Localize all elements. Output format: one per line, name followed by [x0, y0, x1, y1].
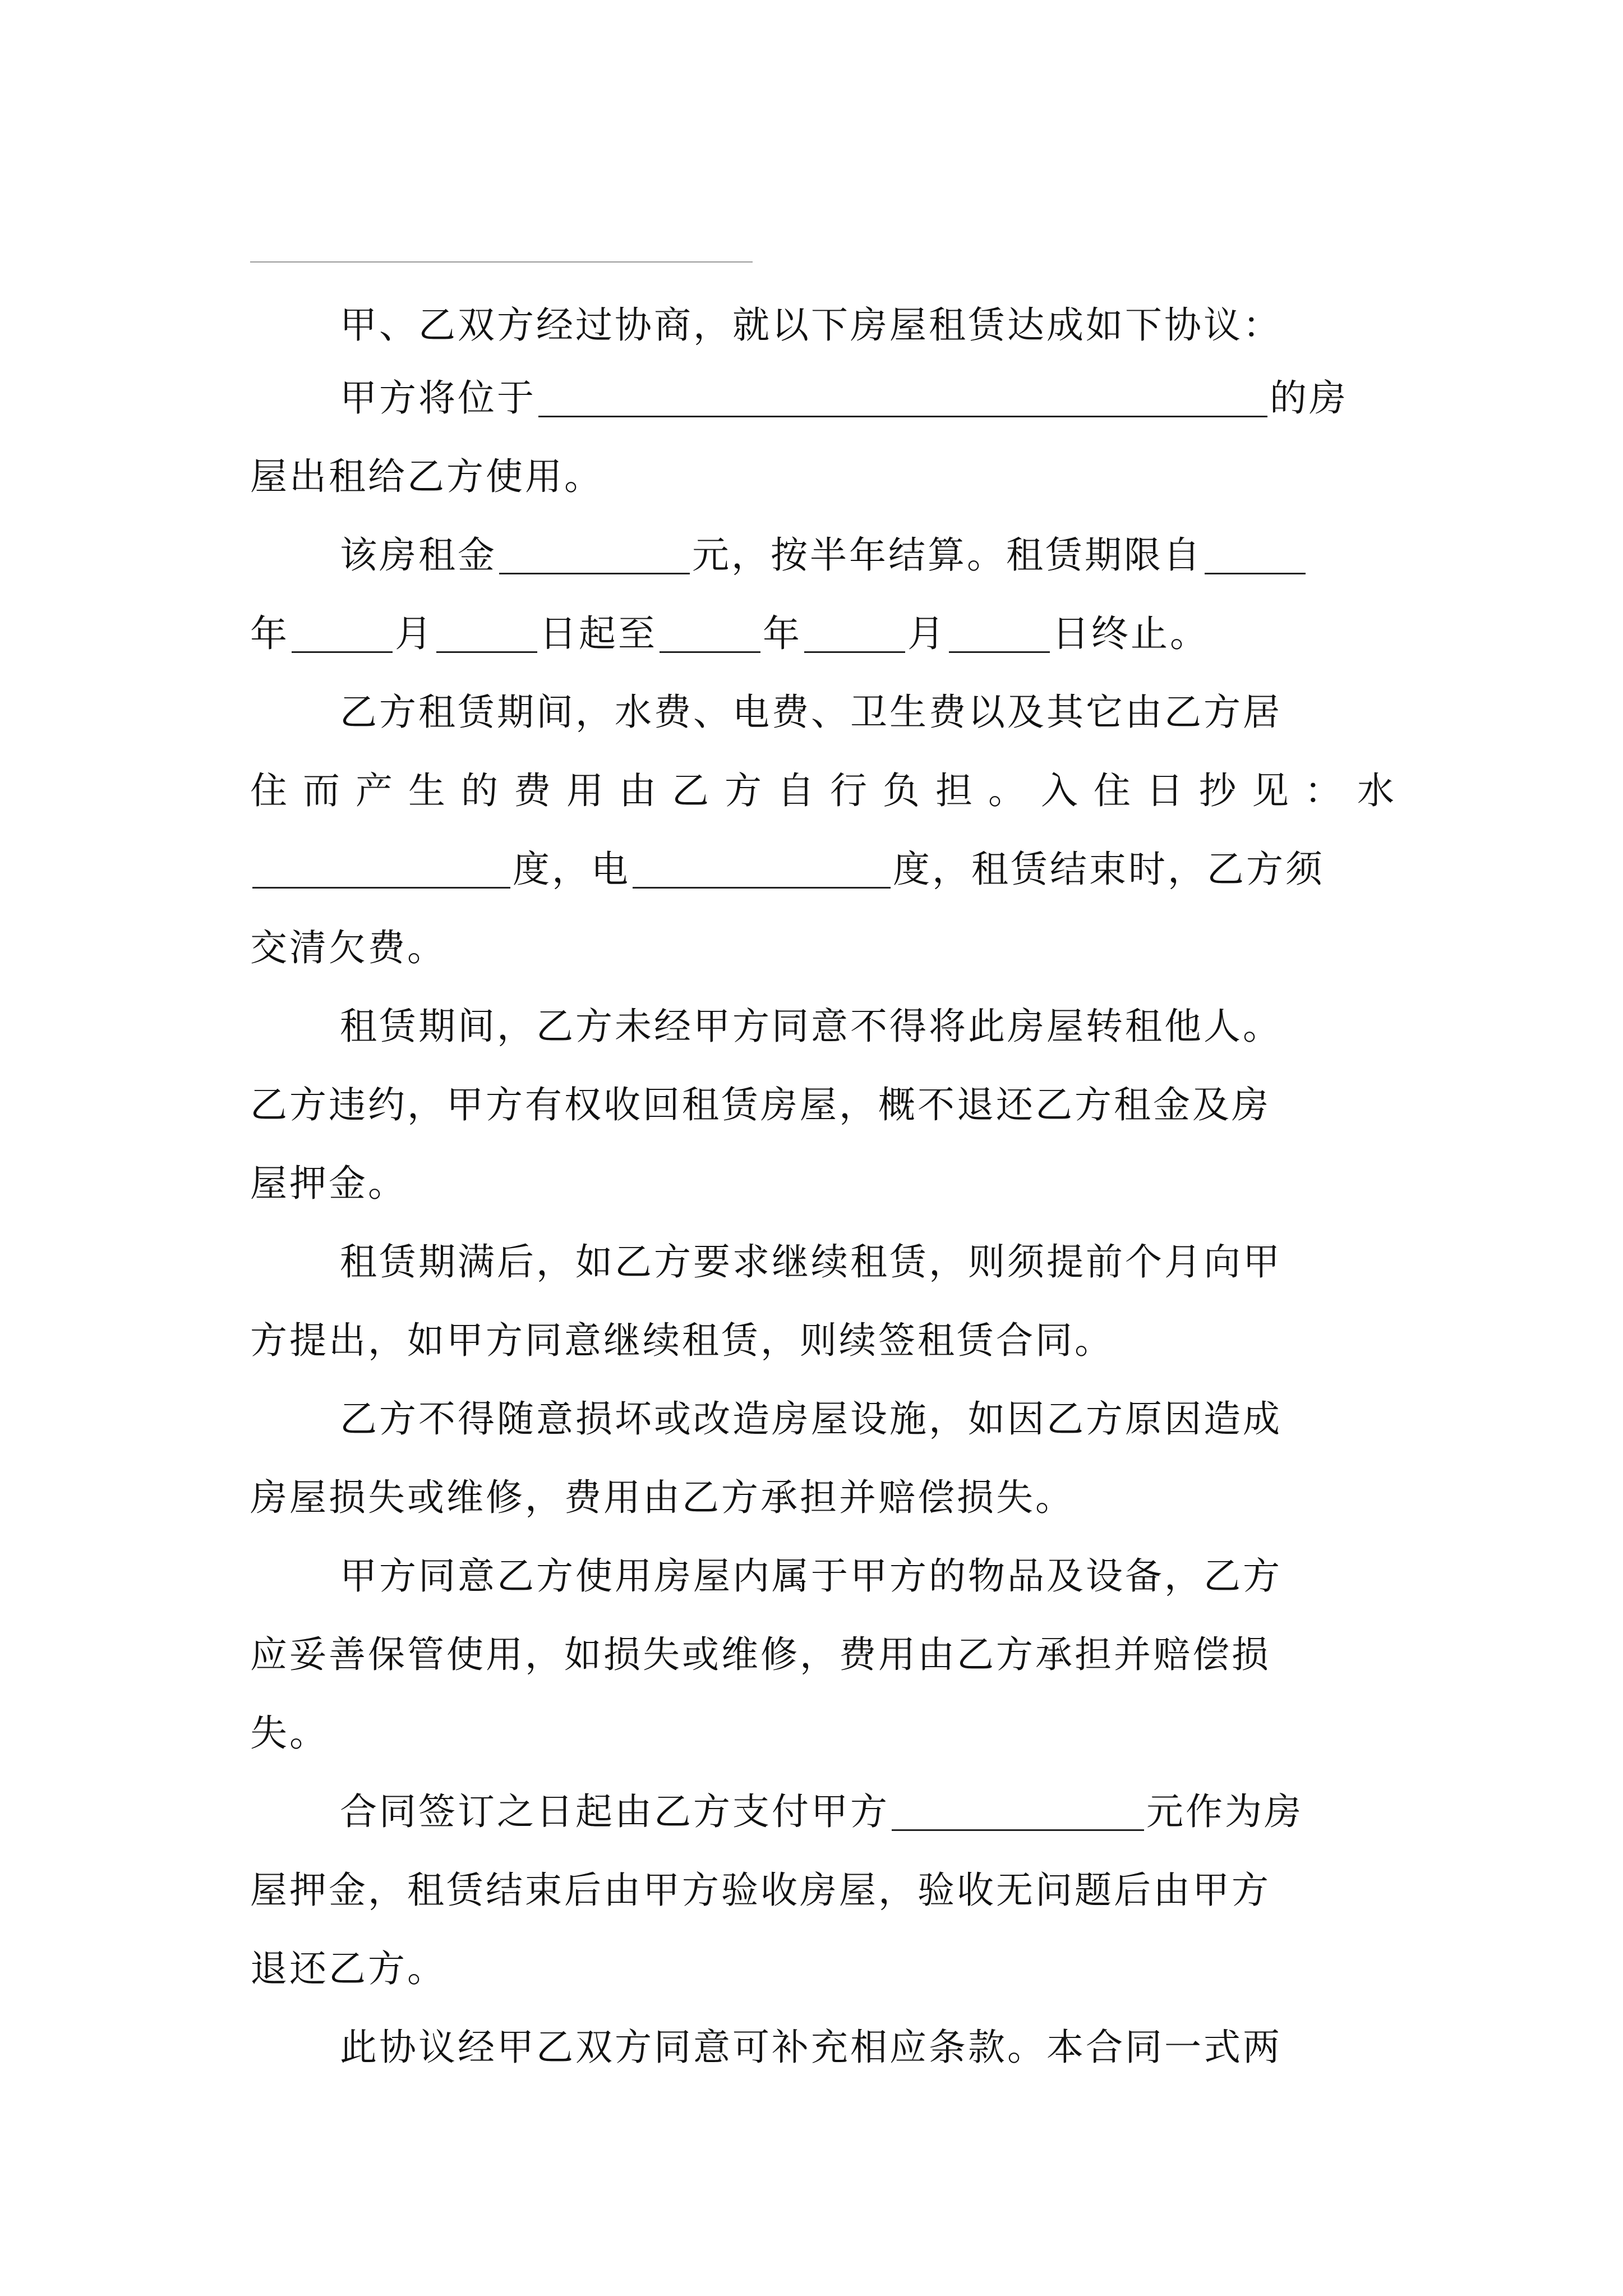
start-day-blank[interactable]: [436, 618, 537, 653]
text-segment: 年: [250, 612, 289, 655]
water-meter-blank[interactable]: [252, 853, 510, 889]
text-segment: 甲、乙双方经过协商，就以下房屋租赁达成如下协议：: [340, 303, 1282, 347]
paragraph-line: [340, 673, 1461, 752]
paragraph-line: [340, 987, 1461, 1066]
text-segment: 日起至: [540, 612, 657, 655]
paragraph-line: [250, 1851, 1372, 1930]
paragraph-line: [250, 830, 1372, 909]
address-blank[interactable]: [538, 382, 1267, 417]
text-segment: 失。: [250, 1711, 329, 1755]
end-year-blank[interactable]: [660, 618, 760, 653]
paragraph-line: [250, 1458, 1372, 1537]
deposit-amount-blank[interactable]: [892, 1796, 1144, 1831]
paragraph-line: [340, 1773, 1461, 1851]
text-segment: 房屋损失或维修，费用由乙方承担并赔偿损失。: [250, 1476, 1075, 1519]
start-year-blank[interactable]: [1205, 539, 1306, 574]
paragraph-line: [250, 1144, 1372, 1223]
paragraph-line: [250, 1930, 1372, 2008]
paragraph-line: [250, 909, 1372, 987]
rent-amount-blank[interactable]: [499, 539, 690, 574]
paragraph-line: [340, 1380, 1461, 1458]
electric-meter-blank[interactable]: [633, 853, 891, 889]
paragraph-line: [250, 1301, 1372, 1380]
text-segment: 应妥善保管使用，如损失或维修，费用由乙方承担并赔偿损: [250, 1633, 1271, 1676]
text-segment: 合同签订之日起由乙方支付甲方: [340, 1790, 889, 1833]
paragraph-line: [250, 1694, 1372, 1773]
paragraph-line: [340, 1223, 1461, 1301]
paragraph-line: [340, 1537, 1461, 1616]
text-segment: 屋押金，租赁结束后由甲方验收房屋，验收无问题后由甲方: [250, 1869, 1271, 1912]
text-segment: 元，按半年结算。租赁期限自: [692, 533, 1202, 577]
start-month-blank[interactable]: [292, 618, 393, 653]
text-segment: 的房: [1270, 376, 1348, 420]
text-segment: 月: [395, 612, 434, 655]
text-segment: 年: [763, 612, 802, 655]
paragraph-line: [340, 286, 1461, 365]
text-segment: 日终止。: [1052, 612, 1209, 655]
end-day-blank[interactable]: [949, 618, 1050, 653]
paragraph-line: [340, 2008, 1461, 2087]
text-segment: 度，租赁结束时，乙方须: [893, 848, 1325, 891]
text-segment: 元作为房: [1146, 1790, 1303, 1833]
text-segment: 甲方同意乙方使用房屋内属于甲方的物品及设备，乙方: [340, 1554, 1282, 1598]
paragraph-line: [250, 1616, 1372, 1694]
text-segment: 此协议经甲乙双方同意可补充相应条款。本合同一式两: [340, 2026, 1282, 2069]
paragraph-line: [340, 516, 1461, 595]
text-segment: 乙方违约，甲方有权收回租赁房屋，概不退还乙方租金及房: [250, 1083, 1271, 1126]
text-segment: 租赁期满后，如乙方要求继续租赁，则须提前个月向甲: [340, 1240, 1282, 1283]
text-segment: 住而产生的费用由乙方自行负担。入住日抄见：水: [250, 769, 1410, 812]
text-segment: 乙方不得随意损坏或改造房屋设施，如因乙方原因造成: [340, 1397, 1282, 1441]
text-segment: 该房租金: [340, 533, 497, 577]
text-segment: 乙方租赁期间，水费、电费、卫生费以及其它由乙方居: [340, 691, 1282, 734]
text-segment: 屋押金。: [250, 1162, 407, 1205]
text-segment: 租赁期间，乙方未经甲方同意不得将此房屋转租他人。: [340, 1005, 1282, 1048]
text-segment: 甲方将位于: [340, 376, 536, 420]
header-divider: [250, 261, 753, 263]
paragraph-line: [250, 595, 1372, 673]
text-segment: 月: [907, 612, 947, 655]
end-month-blank[interactable]: [804, 618, 905, 653]
text-segment: 交清欠费。: [250, 926, 446, 969]
paragraph-line: [250, 752, 1410, 830]
text-segment: 方提出，如甲方同意继续租赁，则续签租赁合同。: [250, 1319, 1114, 1362]
text-segment: 度，电: [513, 848, 630, 891]
text-segment: 屋出租给乙方使用。: [250, 455, 603, 498]
paragraph-line: [250, 438, 1372, 516]
paragraph-line: [250, 1066, 1372, 1144]
paragraph-line: [340, 359, 1461, 438]
text-segment: 退还乙方。: [250, 1947, 446, 1990]
